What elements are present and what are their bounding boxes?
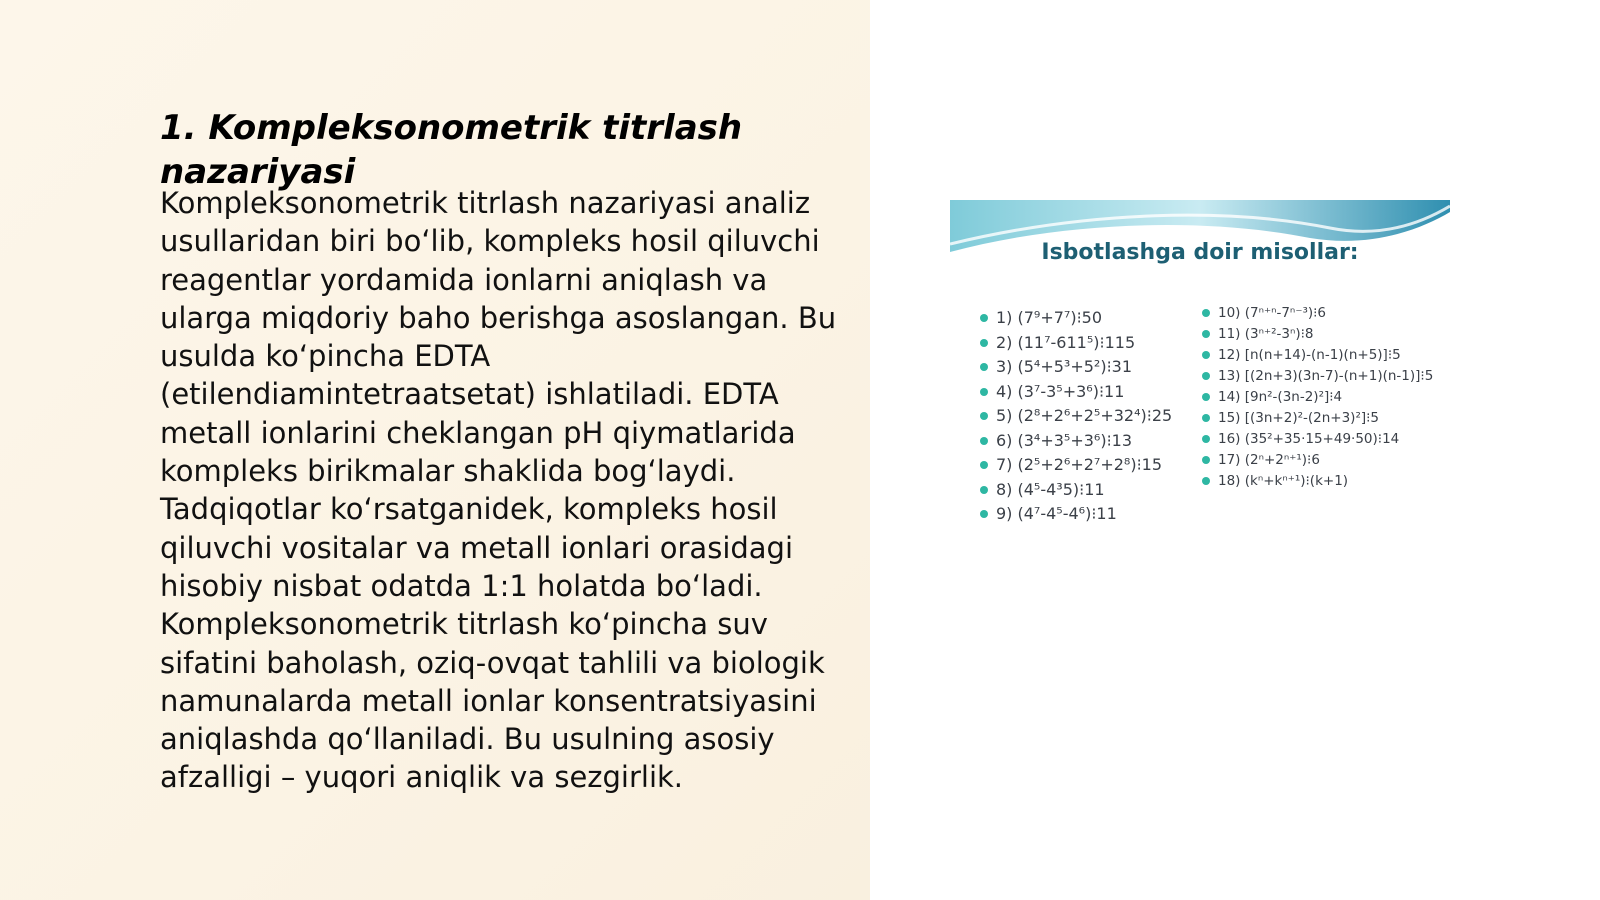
example-item: 8) (4⁵-4³5)⁝11 [980, 478, 1200, 503]
example-item: 9) (4⁷-4⁵-4⁶)⁝11 [980, 502, 1200, 527]
example-item: 12) [n(n+14)-(n-1)(n+5)]⁝5 [1202, 346, 1442, 364]
example-item: 3) (5⁴+5³+5²)⁝31 [980, 355, 1200, 380]
example-item: 6) (3⁴+3⁵+3⁶)⁝13 [980, 429, 1200, 454]
examples-list-right [1202, 304, 1442, 493]
example-item: 2) (11⁷-611⁵)⁝115 [980, 331, 1200, 356]
example-item: 17) (2ⁿ+2ⁿ⁺¹)⁝6 [1202, 451, 1442, 469]
examples-title: Isbotlashga doir misollar: [1041, 240, 1359, 265]
example-item: 14) [9n²-(3n-2)²]⁝4 [1202, 388, 1442, 406]
slide-body-text: Kompleksonometrik titrlash nazariyasi analiz usullaridan biri bo‘lib, kompleks hosil qiluvchi reagentlar yordamida ionlarni aniqlash va ularga miqdoriy baho berishga asoslangan. Bu usulda ko‘pincha EDTA (etilendiamintetraatsetat) ishlatiladi. EDTA metall ionlarini cheklangan pH qiymatlarida kompleks birikmalar shaklida bog‘laydi. Tadqiqotlar ko‘rsatganidek, kompleks hosil qiluvchi vositalar va metall ionlari orasidagi hisobiy nisbat odatda 1:1 holatda bo‘ladi. Kompleksonometrik titrlash ko‘pincha suv sifatini baholash, oziq-ovqat tahlili va biologik namunalarda metall ionlar konsentratsiyasini aniqlashda qo‘llaniladi. Bu usulning asosiy afzalligi – yuqori aniqlik va sezgirlik. [160, 186, 837, 795]
example-item: 16) (35²+35·15+49·50)⁝14 [1202, 430, 1442, 448]
example-item: 10) (7ⁿ⁺ⁿ-7ⁿ⁻³)⁝6 [1202, 304, 1442, 322]
example-item: 7) (2⁵+2⁶+2⁷+2⁸)⁝15 [980, 453, 1200, 478]
example-item: 11) (3ⁿ⁺²-3ⁿ)⁝8 [1202, 325, 1442, 343]
example-item: 4) (3⁷-3⁵+3⁶)⁝11 [980, 380, 1200, 405]
examples-image [950, 200, 1450, 575]
example-item: 5) (2⁸+2⁶+2⁵+32⁴)⁝25 [980, 404, 1200, 429]
examples-list-left [980, 306, 1200, 527]
example-item: 18) (kⁿ+kⁿ⁺¹)⁝(k+1) [1202, 472, 1442, 490]
slide-title: 1. Kompleksonometrik titrlash nazariyasi [160, 108, 743, 192]
text-content [160, 106, 850, 797]
example-item: 15) [(3n+2)²-(2n+3)²]⁝5 [1202, 409, 1442, 427]
example-item: 1) (7⁹+7⁷)⁝50 [980, 306, 1200, 331]
example-item: 13) [(2n+3)(3n-7)-(n+1)(n-1)]⁝5 [1202, 367, 1442, 385]
